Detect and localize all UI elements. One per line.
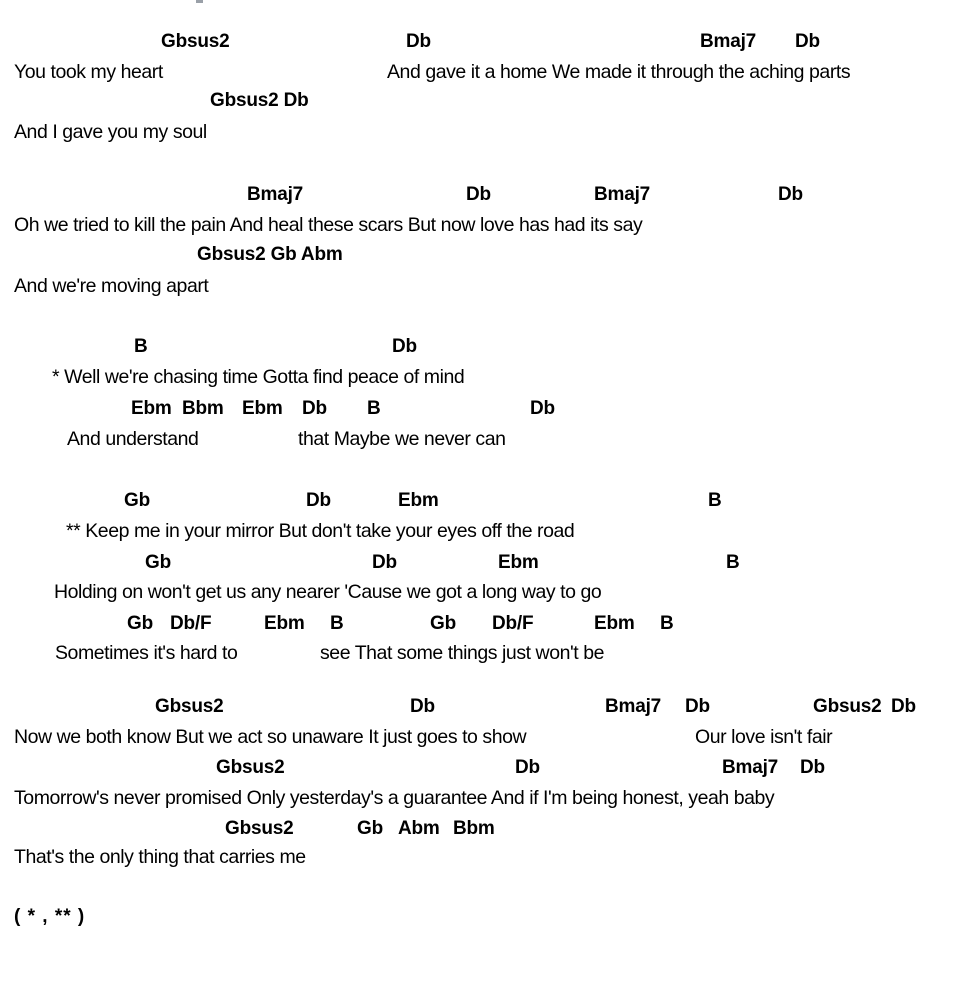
chord-label: Bbm — [182, 398, 224, 419]
chord-line — [0, 397, 969, 422]
lyric-line — [0, 725, 969, 750]
chord-label: B — [134, 336, 148, 357]
footnote-symbols: ( * , ** ) — [14, 906, 86, 927]
lyric-segment: Holding on won't get us any nearer 'Cause we got a long way to go — [54, 581, 602, 603]
chord-label: Db — [302, 398, 327, 419]
chord-line — [0, 335, 969, 360]
lyric-line — [0, 845, 969, 870]
lyric-line — [0, 274, 969, 299]
chord-label: Gb — [124, 490, 150, 511]
chord-label: Db/F — [170, 613, 212, 634]
chord-label: Gb — [430, 613, 456, 634]
chord-label: Gb — [145, 552, 171, 573]
chord-label: Db — [891, 696, 916, 717]
chord-label: Db — [800, 757, 825, 778]
chord-label: Bbm — [453, 818, 495, 839]
chord-label: Db — [406, 31, 431, 52]
chord-line — [0, 30, 969, 55]
chord-label: Ebm — [264, 613, 305, 634]
lyric-segment: ** Keep me in your mirror But don't take your eyes off the road — [66, 520, 575, 542]
lyric-segment: And I gave you my soul — [14, 121, 207, 143]
chord-label: Abm — [398, 818, 440, 839]
chord-label: Gbsus2 — [225, 818, 294, 839]
chord-label: B — [660, 613, 674, 634]
chord-label: Db/F — [492, 613, 534, 634]
chord-label: Db — [410, 696, 435, 717]
lyric-segment: Now we both know But we act so unaware It just goes to show — [14, 726, 527, 748]
lyric-segment: And we're moving apart — [14, 275, 209, 297]
chord-label: Ebm — [131, 398, 172, 419]
lyric-line — [0, 60, 969, 85]
lyric-line — [0, 641, 969, 666]
chord-label: Bmaj7 — [594, 184, 651, 205]
chord-label: Bmaj7 — [722, 757, 779, 778]
chord-label: Db — [392, 336, 417, 357]
chord-label: Gbsus2 — [813, 696, 882, 717]
chord-label: Db — [306, 490, 331, 511]
chord-label: Db — [795, 31, 820, 52]
chord-label: Db — [466, 184, 491, 205]
chord-label: Bmaj7 — [247, 184, 304, 205]
chord-label: Ebm — [594, 613, 635, 634]
lyric-segment: And understand — [67, 428, 199, 450]
chord-label: Bmaj7 — [700, 31, 757, 52]
chord-line — [0, 489, 969, 514]
cropped-text-fragment — [196, 0, 203, 3]
lyric-segment: * Well we're chasing time Gotta find peace of mind — [52, 366, 465, 388]
lyric-line — [0, 786, 969, 811]
lyric-line — [0, 427, 969, 452]
lyric-line — [0, 213, 969, 238]
lyric-segment: That's the only thing that carries me — [14, 846, 306, 868]
chord-label: Gbsus2 — [216, 757, 285, 778]
lyric-line — [0, 580, 969, 605]
chord-label: Ebm — [398, 490, 439, 511]
chord-label: Db — [778, 184, 803, 205]
chord-label: Ebm — [498, 552, 539, 573]
chord-line — [0, 612, 969, 637]
lyric-segment: Sometimes it's hard to — [55, 642, 238, 664]
chord-label: Gb — [357, 818, 383, 839]
lyric-segment: Oh we tried to kill the pain And heal these scars But now love has had its say — [14, 214, 643, 236]
lyric-segment: And gave it a home We made it through the aching parts — [387, 61, 851, 83]
chord-label: B — [367, 398, 381, 419]
chord-line — [0, 756, 969, 781]
chord-label: Db — [685, 696, 710, 717]
lyric-segment: Our love isn't fair — [695, 726, 833, 748]
chord-label: Gbsus2 — [161, 31, 230, 52]
chord-label: B — [330, 613, 344, 634]
chord-line — [0, 551, 969, 576]
lyric-segment: that Maybe we never can — [298, 428, 506, 450]
chord-line — [0, 817, 969, 842]
chord-label: Gbsus2 Db — [210, 90, 309, 111]
lyric-line — [0, 365, 969, 390]
chord-line — [0, 183, 969, 208]
chord-label: B — [726, 552, 740, 573]
chord-label: Gbsus2 — [155, 696, 224, 717]
chord-label: Db — [515, 757, 540, 778]
chord-line — [0, 695, 969, 720]
chord-label: B — [708, 490, 722, 511]
chord-label: Bmaj7 — [605, 696, 662, 717]
chord-line — [0, 89, 969, 114]
lyric-segment: Tomorrow's never promised Only yesterday's a guarantee And if I'm being honest, yeah baby — [14, 787, 775, 809]
lyric-segment: see That some things just won't be — [320, 642, 604, 664]
chord-label: Db — [530, 398, 555, 419]
chord-line — [0, 243, 969, 268]
lyric-line — [0, 120, 969, 145]
chord-label: Ebm — [242, 398, 283, 419]
chord-label: Gbsus2 Gb Abm — [197, 244, 343, 265]
footnote-line — [0, 905, 969, 930]
chord-label: Gb — [127, 613, 153, 634]
chord-label: Db — [372, 552, 397, 573]
lyric-segment: You took my heart — [14, 61, 163, 83]
lyric-line — [0, 519, 969, 544]
